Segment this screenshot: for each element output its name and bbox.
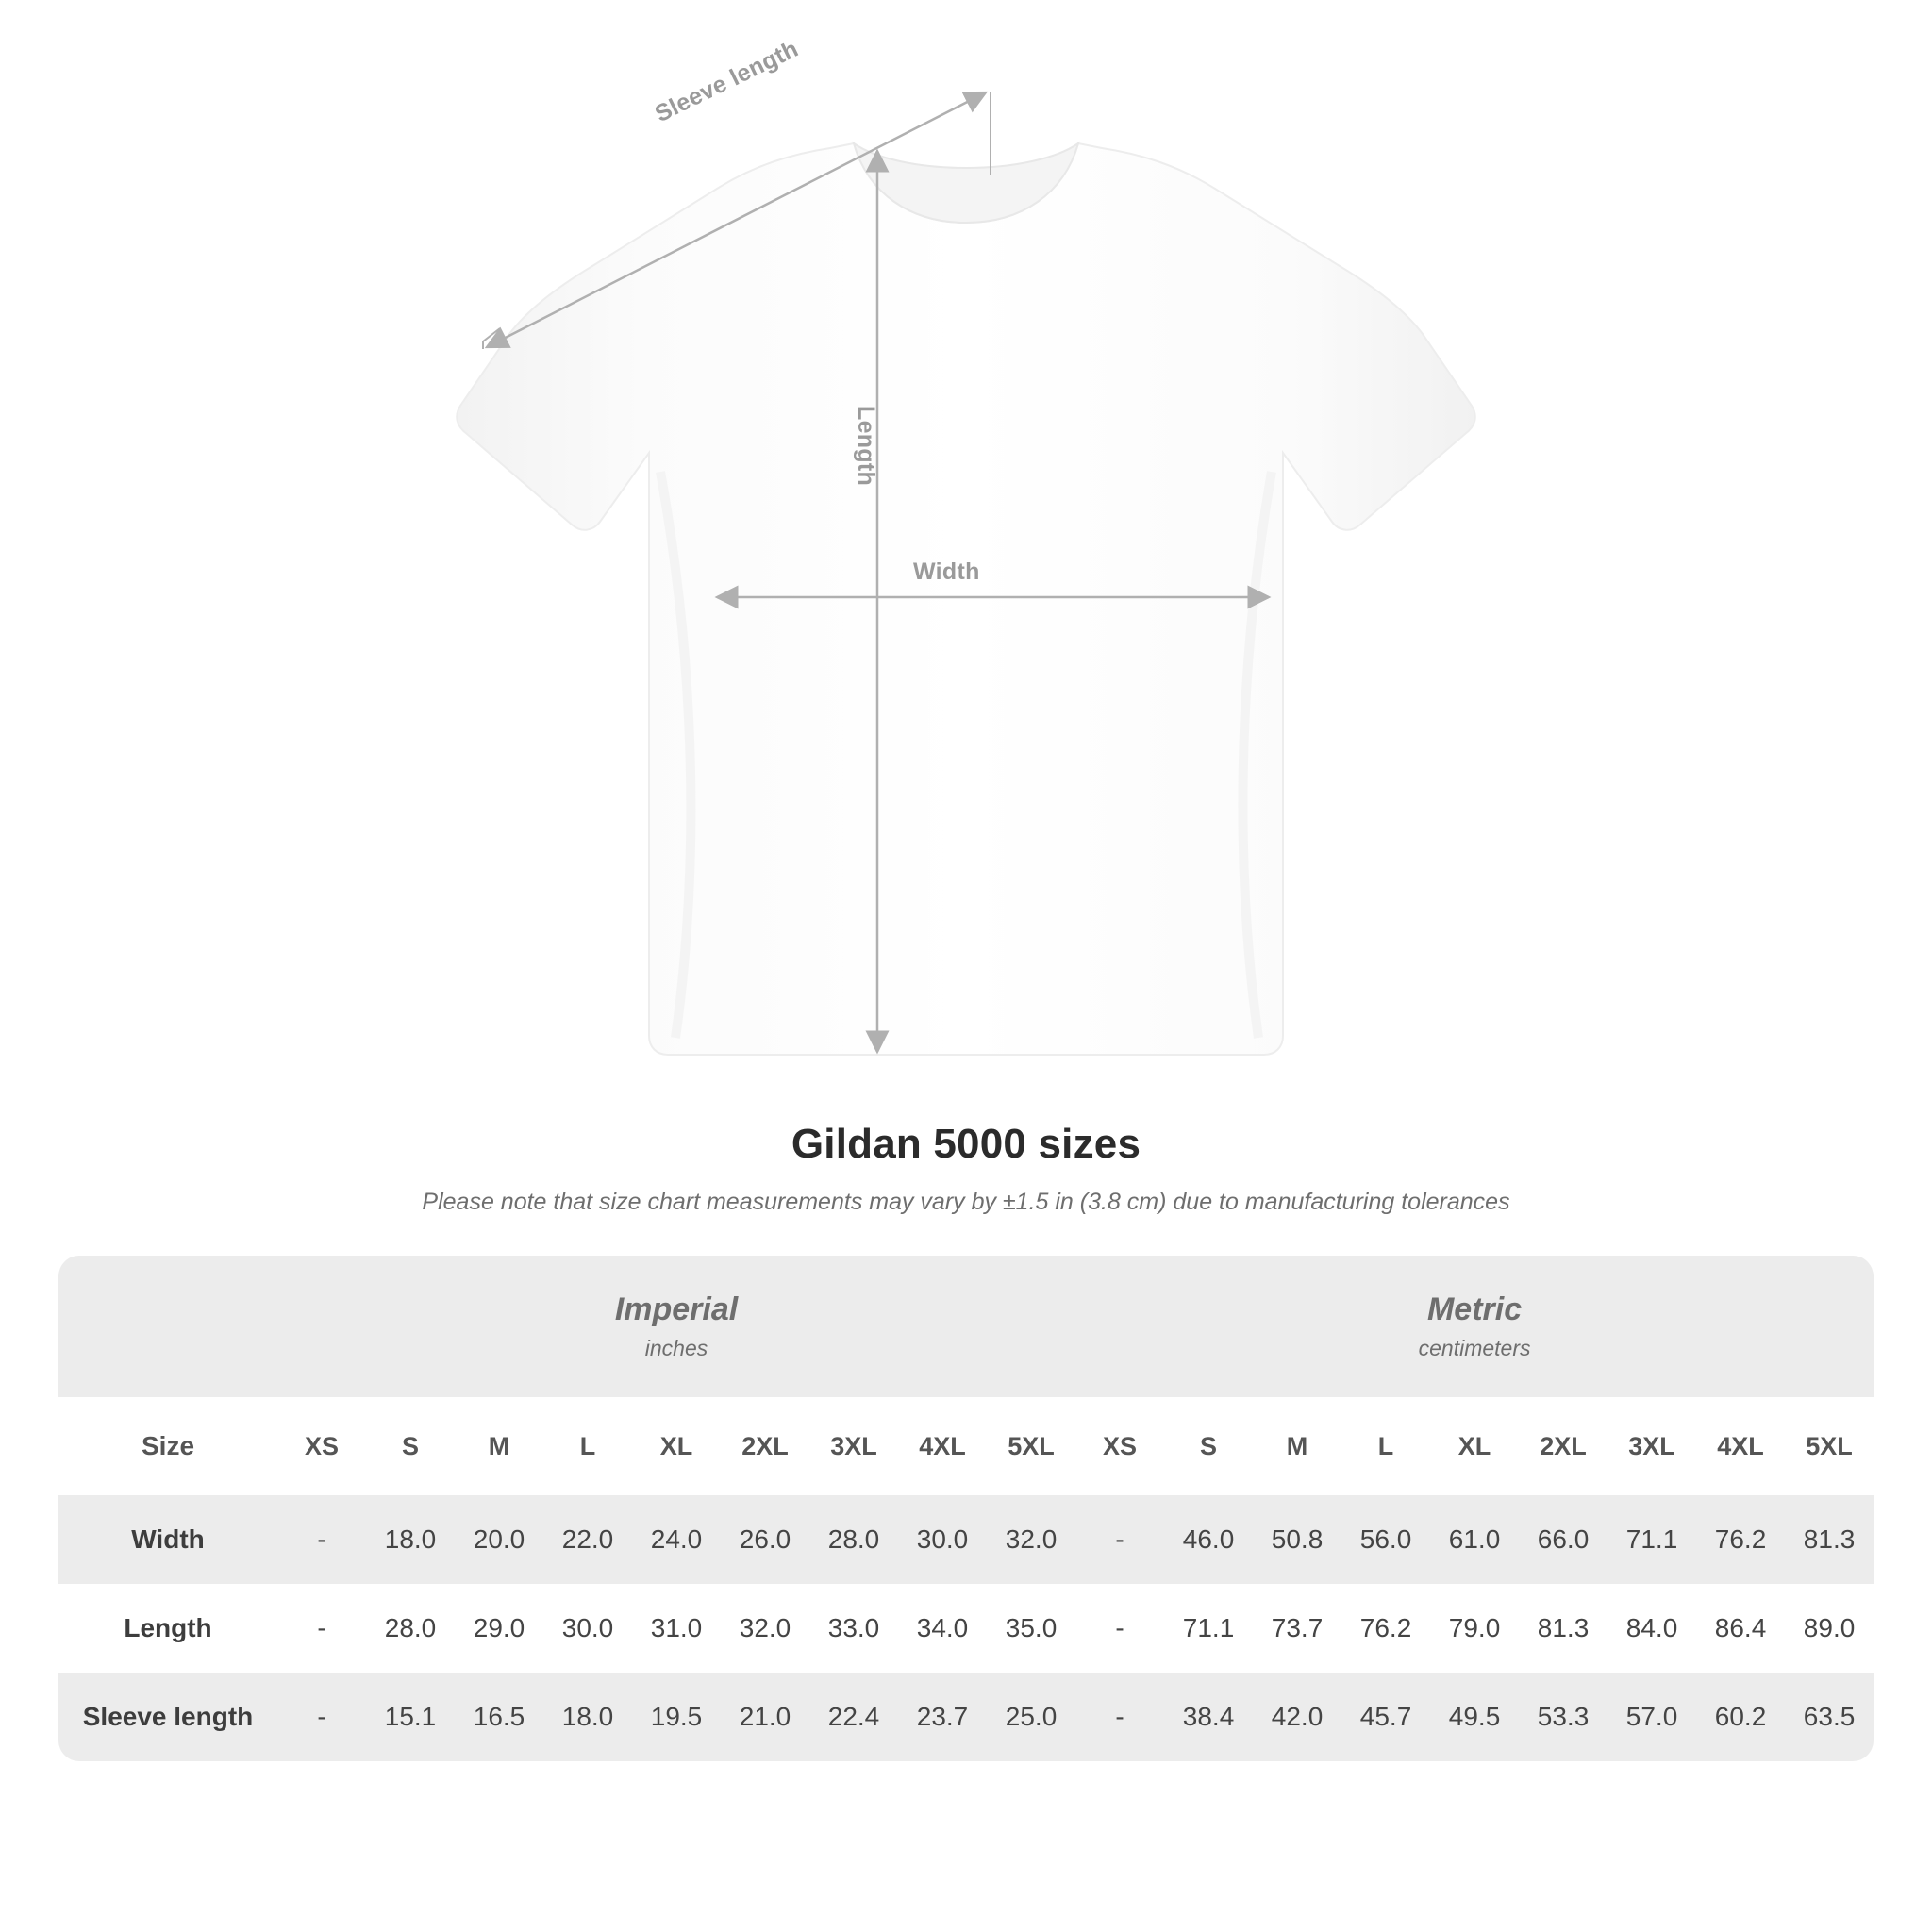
unit-group-metric	[1075, 1256, 1874, 1397]
sleeve-length-label: Sleeve length	[651, 35, 803, 128]
cell-width-metric-s: 46.0	[1164, 1495, 1253, 1584]
size-header-imperial-s: S	[366, 1397, 455, 1495]
cell-sleeve-metric-3xl: 57.0	[1607, 1673, 1696, 1761]
cell-width-imperial-m: 20.0	[455, 1495, 543, 1584]
cell-sleeve-metric-2xl: 53.3	[1519, 1673, 1607, 1761]
cell-sleeve-metric-5xl: 63.5	[1785, 1673, 1874, 1761]
cell-width-metric-4xl: 76.2	[1696, 1495, 1785, 1584]
cell-sleeve-metric-xs: -	[1075, 1673, 1164, 1761]
size-table	[58, 1256, 1874, 1761]
cell-sleeve-imperial-3xl: 22.4	[809, 1673, 898, 1761]
size-header-metric-m: M	[1253, 1397, 1341, 1495]
chart-heading	[0, 1121, 1932, 1216]
size-header-row	[58, 1397, 1874, 1495]
cell-length-metric-l: 76.2	[1341, 1584, 1430, 1673]
size-header-imperial-5xl: 5XL	[987, 1397, 1075, 1495]
cell-length-metric-xl: 79.0	[1430, 1584, 1519, 1673]
size-header-imperial-4xl: 4XL	[898, 1397, 987, 1495]
size-header-metric-2xl: 2XL	[1519, 1397, 1607, 1495]
cell-sleeve-imperial-m: 16.5	[455, 1673, 543, 1761]
row-label-sleeve-length: Sleeve length	[58, 1673, 277, 1761]
cell-length-metric-5xl: 89.0	[1785, 1584, 1874, 1673]
row-label-length: Length	[58, 1584, 277, 1673]
table-row	[58, 1584, 1874, 1673]
cell-length-imperial-s: 28.0	[366, 1584, 455, 1673]
cell-width-metric-xl: 61.0	[1430, 1495, 1519, 1584]
size-header-metric-xs: XS	[1075, 1397, 1164, 1495]
size-header-label: Size	[58, 1397, 277, 1495]
cell-length-imperial-3xl: 33.0	[809, 1584, 898, 1673]
cell-length-imperial-2xl: 32.0	[721, 1584, 809, 1673]
table-row	[58, 1673, 1874, 1761]
unit-group-metric-sub: centimeters	[1418, 1336, 1531, 1360]
size-header-imperial-xs: XS	[277, 1397, 366, 1495]
cell-sleeve-imperial-s: 15.1	[366, 1673, 455, 1761]
tshirt-body	[457, 143, 1475, 1055]
cell-sleeve-imperial-l: 18.0	[543, 1673, 632, 1761]
cell-sleeve-metric-s: 38.4	[1164, 1673, 1253, 1761]
unit-header-spacer	[58, 1256, 277, 1397]
cell-width-imperial-xl: 24.0	[632, 1495, 721, 1584]
cell-length-metric-3xl: 84.0	[1607, 1584, 1696, 1673]
page-title: Gildan 5000 sizes	[791, 1121, 1141, 1167]
size-header-metric-5xl: 5XL	[1785, 1397, 1874, 1495]
cell-length-metric-s: 71.1	[1164, 1584, 1253, 1673]
row-label-width: Width	[58, 1495, 277, 1584]
cell-width-imperial-3xl: 28.0	[809, 1495, 898, 1584]
cell-length-metric-2xl: 81.3	[1519, 1584, 1607, 1673]
cell-width-metric-5xl: 81.3	[1785, 1495, 1874, 1584]
unit-group-imperial-name: Imperial	[614, 1291, 739, 1327]
cell-width-imperial-4xl: 30.0	[898, 1495, 987, 1584]
size-header-imperial-l: L	[543, 1397, 632, 1495]
size-header-imperial-xl: XL	[632, 1397, 721, 1495]
size-header-imperial-2xl: 2XL	[721, 1397, 809, 1495]
tolerance-note: Please note that size chart measurements may vary by ±1.5 in (3.8 cm) due to manufacturing tolerances	[422, 1189, 1510, 1215]
size-header-metric-l: L	[1341, 1397, 1430, 1495]
cell-width-imperial-s: 18.0	[366, 1495, 455, 1584]
cell-length-metric-m: 73.7	[1253, 1584, 1341, 1673]
length-label: Length	[853, 406, 879, 487]
cell-width-imperial-xs: -	[277, 1495, 366, 1584]
cell-width-imperial-l: 22.0	[543, 1495, 632, 1584]
cell-width-metric-m: 50.8	[1253, 1495, 1341, 1584]
cell-length-imperial-5xl: 35.0	[987, 1584, 1075, 1673]
cell-length-metric-4xl: 86.4	[1696, 1584, 1785, 1673]
size-header-metric-s: S	[1164, 1397, 1253, 1495]
size-header-metric-4xl: 4XL	[1696, 1397, 1785, 1495]
unit-group-metric-name: Metric	[1426, 1291, 1523, 1327]
size-header-metric-3xl: 3XL	[1607, 1397, 1696, 1495]
cell-length-imperial-xs: -	[277, 1584, 366, 1673]
cell-sleeve-imperial-4xl: 23.7	[898, 1673, 987, 1761]
unit-group-imperial	[277, 1256, 1075, 1397]
cell-length-imperial-l: 30.0	[543, 1584, 632, 1673]
cell-width-metric-2xl: 66.0	[1519, 1495, 1607, 1584]
cell-width-metric-l: 56.0	[1341, 1495, 1430, 1584]
cell-sleeve-metric-xl: 49.5	[1430, 1673, 1519, 1761]
cell-width-metric-xs: -	[1075, 1495, 1164, 1584]
cell-sleeve-imperial-xl: 19.5	[632, 1673, 721, 1761]
cell-sleeve-imperial-2xl: 21.0	[721, 1673, 809, 1761]
size-header-imperial-m: M	[455, 1397, 543, 1495]
width-label: Width	[913, 558, 980, 585]
unit-group-imperial-sub: inches	[644, 1336, 708, 1360]
cell-sleeve-imperial-5xl: 25.0	[987, 1673, 1075, 1761]
cell-width-imperial-5xl: 32.0	[987, 1495, 1075, 1584]
cell-sleeve-metric-l: 45.7	[1341, 1673, 1430, 1761]
cell-width-imperial-2xl: 26.0	[721, 1495, 809, 1584]
cell-length-imperial-xl: 31.0	[632, 1584, 721, 1673]
cell-sleeve-imperial-xs: -	[277, 1673, 366, 1761]
cell-length-metric-xs: -	[1075, 1584, 1164, 1673]
cell-width-metric-3xl: 71.1	[1607, 1495, 1696, 1584]
size-header-imperial-3xl: 3XL	[809, 1397, 898, 1495]
unit-header-row	[58, 1256, 1874, 1397]
cell-sleeve-metric-m: 42.0	[1253, 1673, 1341, 1761]
size-header-metric-xl: XL	[1430, 1397, 1519, 1495]
table-row	[58, 1495, 1874, 1584]
cell-length-imperial-m: 29.0	[455, 1584, 543, 1673]
size-table-wrapper	[58, 1256, 1874, 1761]
cell-sleeve-metric-4xl: 60.2	[1696, 1673, 1785, 1761]
cell-length-imperial-4xl: 34.0	[898, 1584, 987, 1673]
